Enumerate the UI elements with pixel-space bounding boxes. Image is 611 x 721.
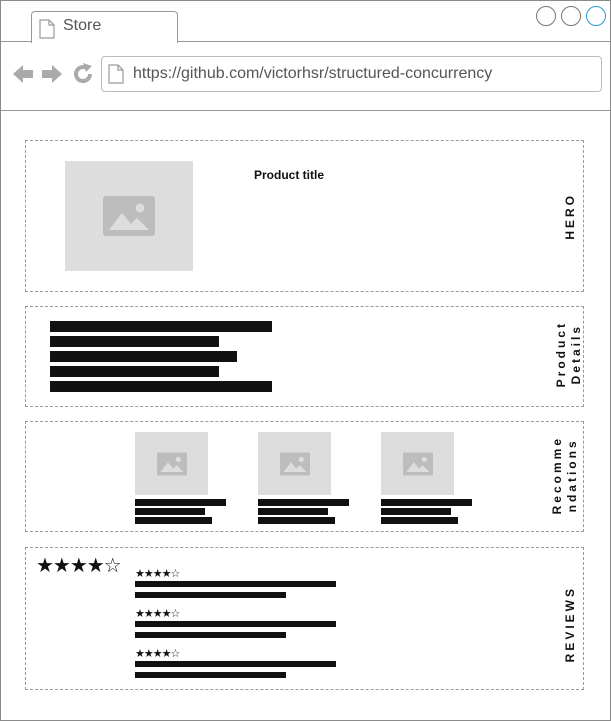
image-icon	[103, 196, 155, 236]
recommendation-text-line	[381, 508, 451, 515]
document-icon	[39, 19, 55, 39]
rating-summary-stars: ★★★★☆	[36, 555, 121, 577]
recommendation-text-line	[135, 517, 212, 524]
address-bar[interactable]	[101, 56, 602, 92]
detail-text-line	[50, 351, 237, 362]
recommendation-text-line	[135, 499, 226, 506]
review-rating-stars: ★★★★☆	[135, 568, 180, 580]
tab-label: Store	[63, 17, 102, 34]
recommendation-image-placeholder	[381, 432, 454, 495]
product-details-section	[25, 306, 584, 407]
hero-section	[25, 140, 584, 292]
detail-text-line	[50, 336, 219, 347]
image-icon	[157, 452, 187, 475]
recommendation-text-line	[258, 508, 328, 515]
recommendation-text-line	[135, 508, 205, 515]
recommendation-text-line	[258, 517, 335, 524]
review-text-line	[135, 621, 336, 627]
recommendation-text-line	[381, 499, 472, 506]
refresh-icon[interactable]	[71, 62, 95, 86]
document-icon	[108, 64, 124, 84]
window-button-right[interactable]	[586, 6, 606, 26]
image-icon	[280, 452, 310, 475]
review-text-line	[135, 672, 286, 678]
recommendation-image-placeholder	[258, 432, 331, 495]
recommendations-label: Recomme ndations	[550, 436, 579, 515]
detail-text-line	[50, 366, 219, 377]
product-details-label: Product Details	[554, 321, 583, 388]
review-text-line	[135, 661, 336, 667]
reviews-label: REVIEWS	[563, 586, 577, 663]
recommendation-image-placeholder	[135, 432, 208, 495]
detail-text-line	[50, 321, 272, 332]
recommendations-section	[25, 421, 584, 532]
forward-arrow-icon[interactable]	[40, 62, 64, 86]
review-text-line	[135, 632, 286, 638]
chrome-divider	[1, 110, 610, 111]
back-arrow-icon[interactable]	[11, 62, 35, 86]
detail-text-line	[50, 381, 272, 392]
url-text: https://github.com/victorhsr/structured-concurrency	[133, 65, 493, 82]
product-title: Product title	[254, 168, 325, 182]
window-button-left[interactable]	[536, 6, 556, 26]
review-rating-stars: ★★★★☆	[135, 608, 180, 620]
recommendation-text-line	[258, 499, 349, 506]
review-rating-stars: ★★★★☆	[135, 648, 180, 660]
recommendation-text-line	[381, 517, 458, 524]
review-text-line	[135, 581, 336, 587]
image-icon	[403, 452, 433, 475]
tab-store[interactable]	[31, 11, 178, 43]
review-text-line	[135, 592, 286, 598]
window-button-middle[interactable]	[561, 6, 581, 26]
hero-label: HERO	[563, 193, 577, 240]
reviews-section	[25, 547, 584, 690]
hero-image-placeholder	[65, 161, 193, 271]
